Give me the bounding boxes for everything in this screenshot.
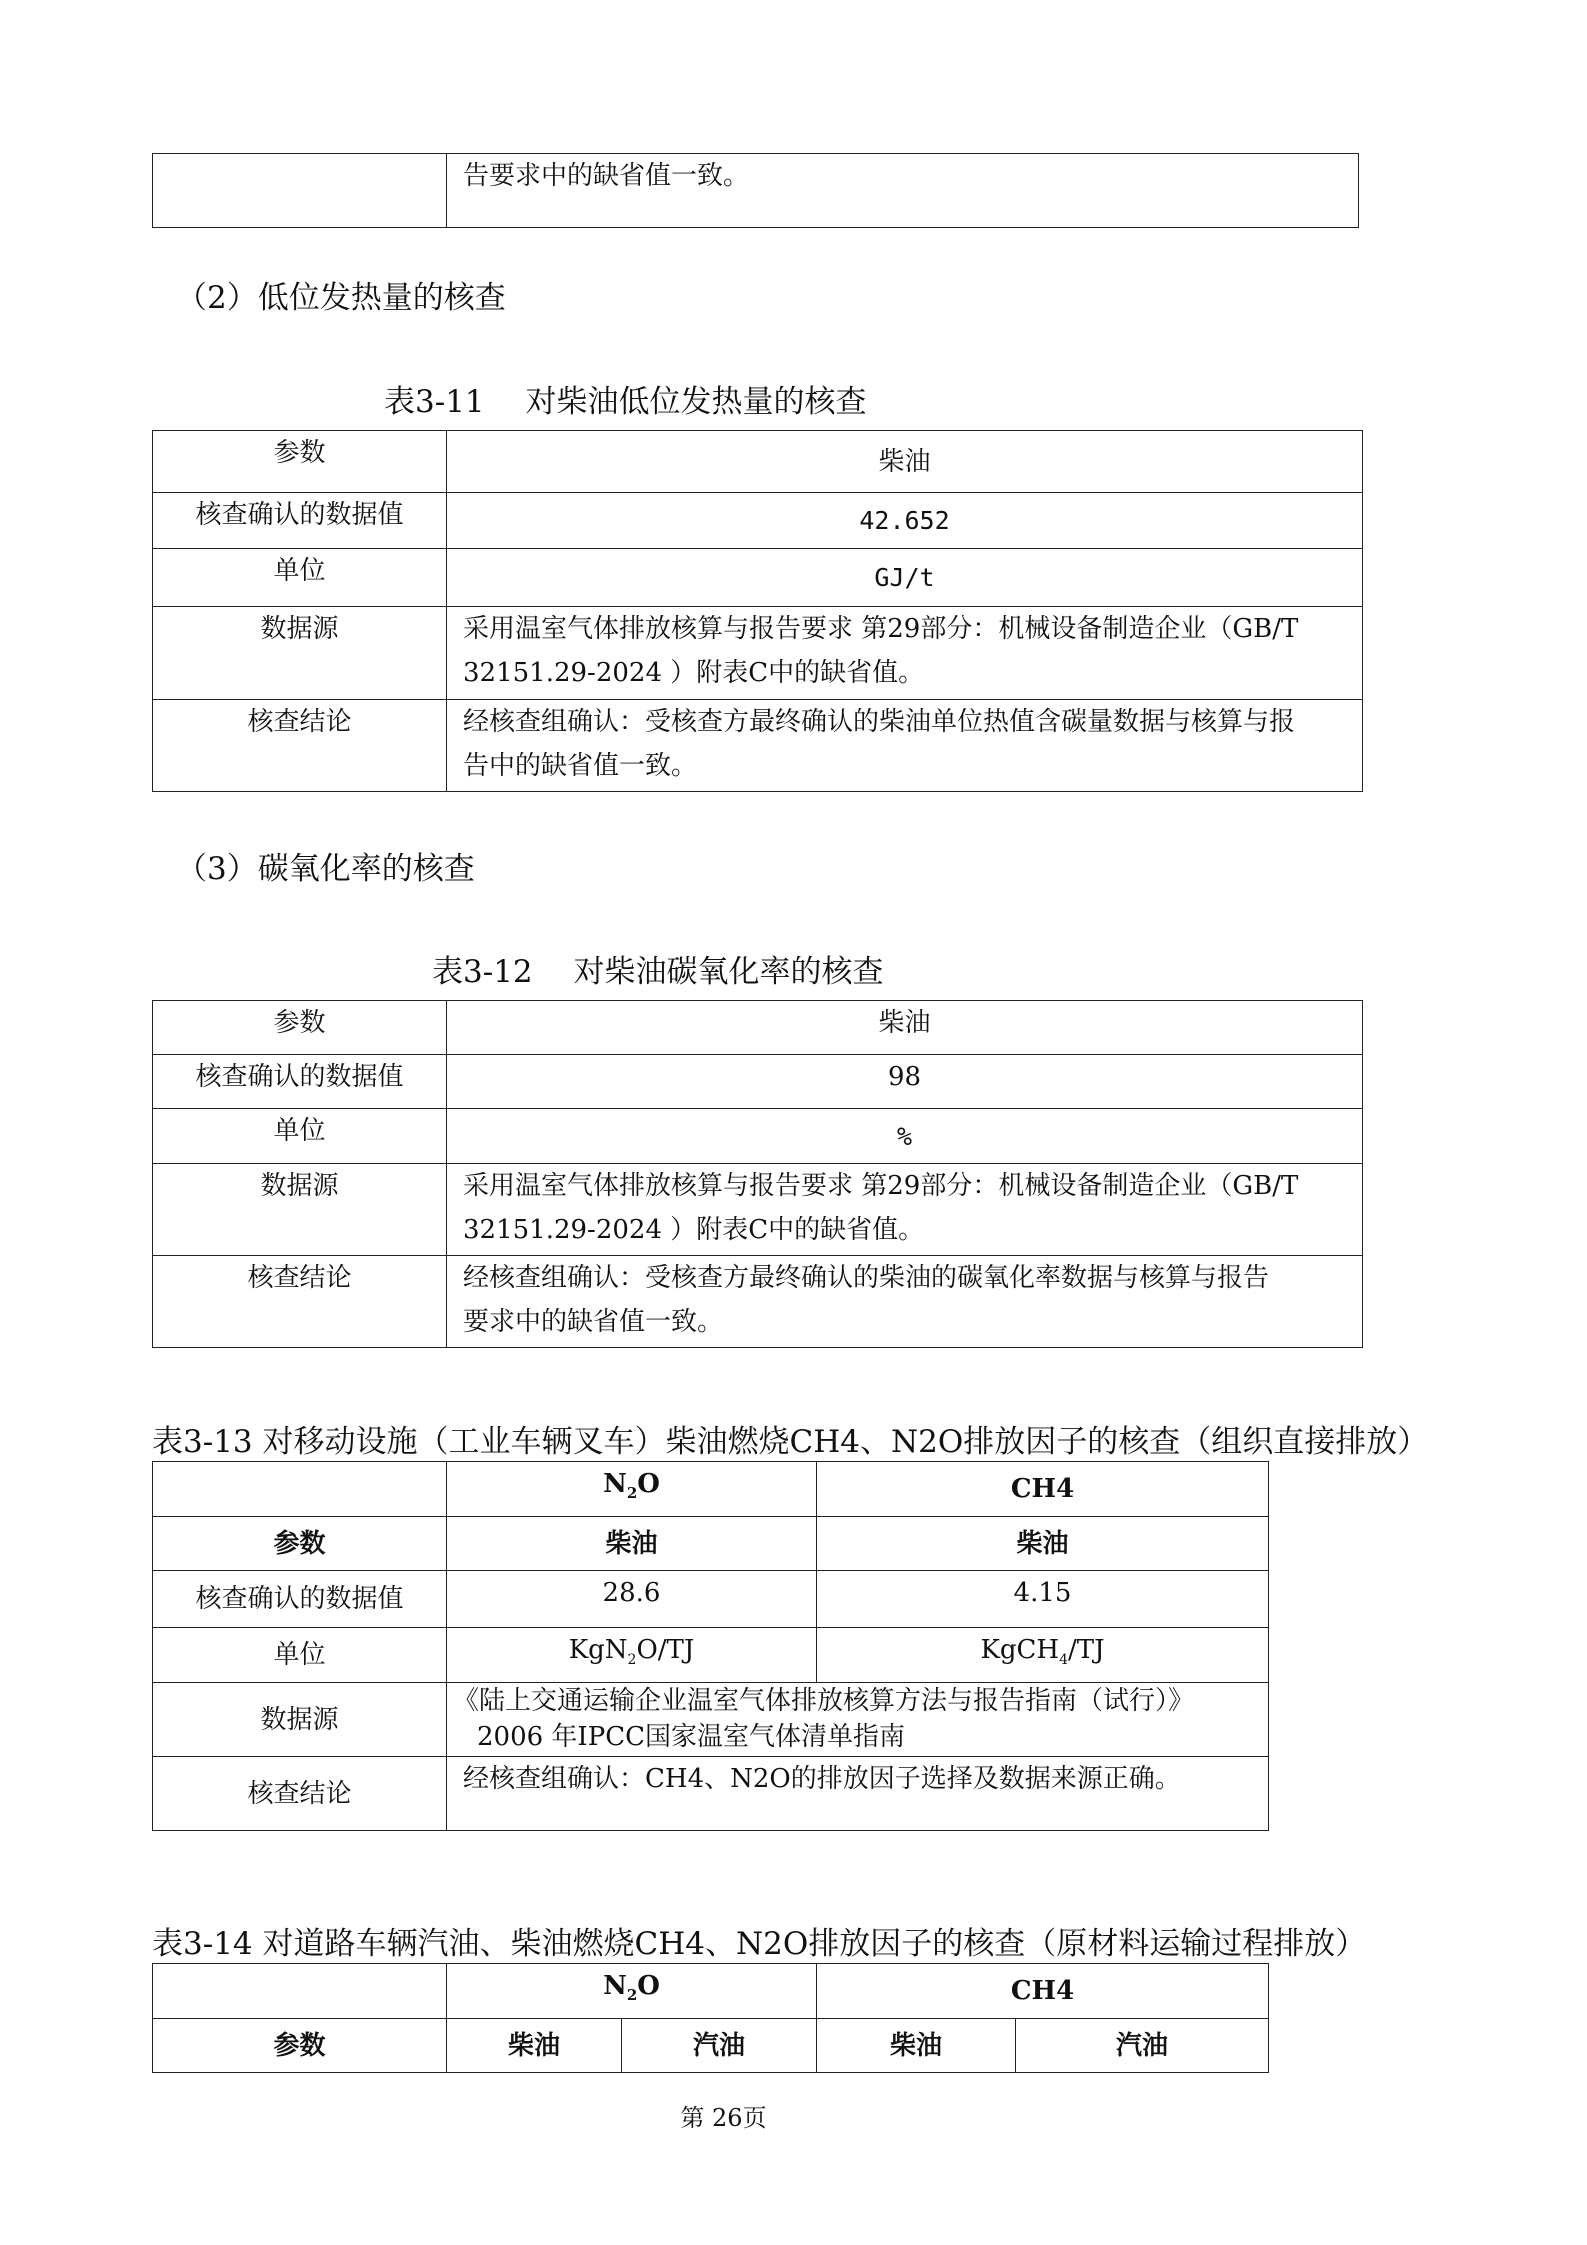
value-label: 核查确认的数据值 bbox=[153, 1055, 447, 1109]
n2o-diesel: 柴油 bbox=[447, 2019, 622, 2073]
conclusion-cell bbox=[447, 700, 1363, 792]
source-label: 数据源 bbox=[153, 1164, 447, 1256]
conclusion-label: 核查结论 bbox=[153, 700, 447, 792]
table-3-14-caption: 表3-14 对道路车辆汽油、柴油燃烧CH4、N2O排放因子的核查（原材料运输过程排放） bbox=[152, 1926, 1367, 1962]
ch4-unit: KgCH$_4$/TJ bbox=[817, 1628, 1269, 1683]
empty-header-cell bbox=[153, 1964, 447, 2019]
ch4-header: CH4 bbox=[817, 1462, 1269, 1517]
empty-header-cell bbox=[153, 1462, 447, 1517]
conclusion-line-2: 要求中的缺省值一致。 bbox=[463, 1307, 724, 1337]
table-3-12-caption: 表3-12 对柴油碳氧化率的核查 bbox=[432, 954, 884, 990]
n2o-header: $N_2O$ bbox=[447, 1964, 817, 2019]
table-3-12 bbox=[152, 1000, 1363, 1348]
source-line-2: 32151.29-2024 ）附表C中的缺省值。 bbox=[463, 1215, 925, 1245]
source-cell bbox=[447, 1683, 1269, 1757]
value-cell: 98 bbox=[447, 1055, 1363, 1109]
unit-cell: % bbox=[447, 1109, 1363, 1164]
source-label: 数据源 bbox=[153, 607, 447, 700]
source-line-1: 采用温室气体排放核算与报告要求 第29部分：机械设备制造企业（GB/T bbox=[463, 1171, 1299, 1201]
n2o-fuel: 柴油 bbox=[447, 1517, 817, 1571]
conclusion-line-2: 告中的缺省值一致。 bbox=[463, 751, 698, 781]
conclusion-line-1: 经核查组确认：受核查方最终确认的柴油单位热值含碳量数据与核算与报 bbox=[463, 707, 1296, 737]
table-3-11-caption: 表3-11 对柴油低位发热量的核查 bbox=[384, 384, 867, 420]
ch4-diesel: 柴油 bbox=[817, 2019, 1016, 2073]
section-heading-3: （3）碳氧化率的核查 bbox=[176, 851, 475, 887]
continued-text: 告要求中的缺省值一致。 bbox=[447, 154, 1359, 228]
ch4-gasoline: 汽油 bbox=[1016, 2019, 1269, 2073]
n2o-header: $N_2O$ bbox=[447, 1462, 817, 1517]
n2o-unit: KgN$_2$O/TJ bbox=[447, 1628, 817, 1683]
value-label: 核查确认的数据值 bbox=[153, 1571, 447, 1628]
empty-cell bbox=[153, 154, 447, 228]
source-line-2: 2006 年IPCC国家温室气体清单指南 bbox=[477, 1722, 905, 1753]
continued-table bbox=[152, 153, 1359, 228]
table-3-14 bbox=[152, 1963, 1269, 2073]
source-line-1: 《陆上交通运输企业温室气体排放核算方法与报告指南（试行）》 bbox=[453, 1686, 1195, 1717]
conclusion-cell bbox=[447, 1256, 1363, 1348]
unit-label: 单位 bbox=[153, 1628, 447, 1683]
param-value: 柴油 bbox=[447, 1001, 1363, 1055]
value-cell: 42.652 bbox=[447, 493, 1363, 549]
source-label: 数据源 bbox=[153, 1683, 447, 1757]
source-cell bbox=[447, 607, 1363, 700]
n2o-gasoline: 汽油 bbox=[622, 2019, 817, 2073]
value-label: 核查确认的数据值 bbox=[153, 493, 447, 549]
ch4-header: CH4 bbox=[817, 1964, 1269, 2019]
ch4-value: 4.15 bbox=[817, 1571, 1269, 1628]
unit-label: 单位 bbox=[153, 549, 447, 607]
ch4-fuel: 柴油 bbox=[817, 1517, 1269, 1571]
param-label: 参数 bbox=[153, 1517, 447, 1571]
source-line-1: 采用温室气体排放核算与报告要求 第29部分：机械设备制造企业（GB/T bbox=[463, 614, 1299, 644]
section-heading-2: （2）低位发热量的核查 bbox=[176, 280, 506, 316]
unit-cell: GJ/t bbox=[447, 549, 1363, 607]
table-3-13 bbox=[152, 1461, 1269, 1831]
param-label: 参数 bbox=[153, 1001, 447, 1055]
table-3-13-caption: 表3-13 对移动设施（工业车辆叉车）柴油燃烧CH4、N2O排放因子的核查（组织直接排放） bbox=[152, 1424, 1429, 1460]
table-3-11 bbox=[152, 430, 1363, 792]
source-cell bbox=[447, 1164, 1363, 1256]
param-label: 参数 bbox=[153, 2019, 447, 2073]
source-line-2: 32151.29-2024 ）附表C中的缺省值。 bbox=[463, 658, 925, 688]
n2o-value: 28.6 bbox=[447, 1571, 817, 1628]
conclusion-line-1: 经核查组确认：受核查方最终确认的柴油的碳氧化率数据与核算与报告 bbox=[463, 1263, 1270, 1293]
conclusion-cell: 经核查组确认：CH4、N2O的排放因子选择及数据来源正确。 bbox=[447, 1757, 1269, 1831]
conclusion-label: 核查结论 bbox=[153, 1256, 447, 1348]
conclusion-label: 核查结论 bbox=[153, 1757, 447, 1831]
page-number: 第 26页 bbox=[680, 2104, 767, 2132]
param-value: 柴油 bbox=[447, 431, 1363, 493]
unit-label: 单位 bbox=[153, 1109, 447, 1164]
param-label: 参数 bbox=[153, 431, 447, 493]
